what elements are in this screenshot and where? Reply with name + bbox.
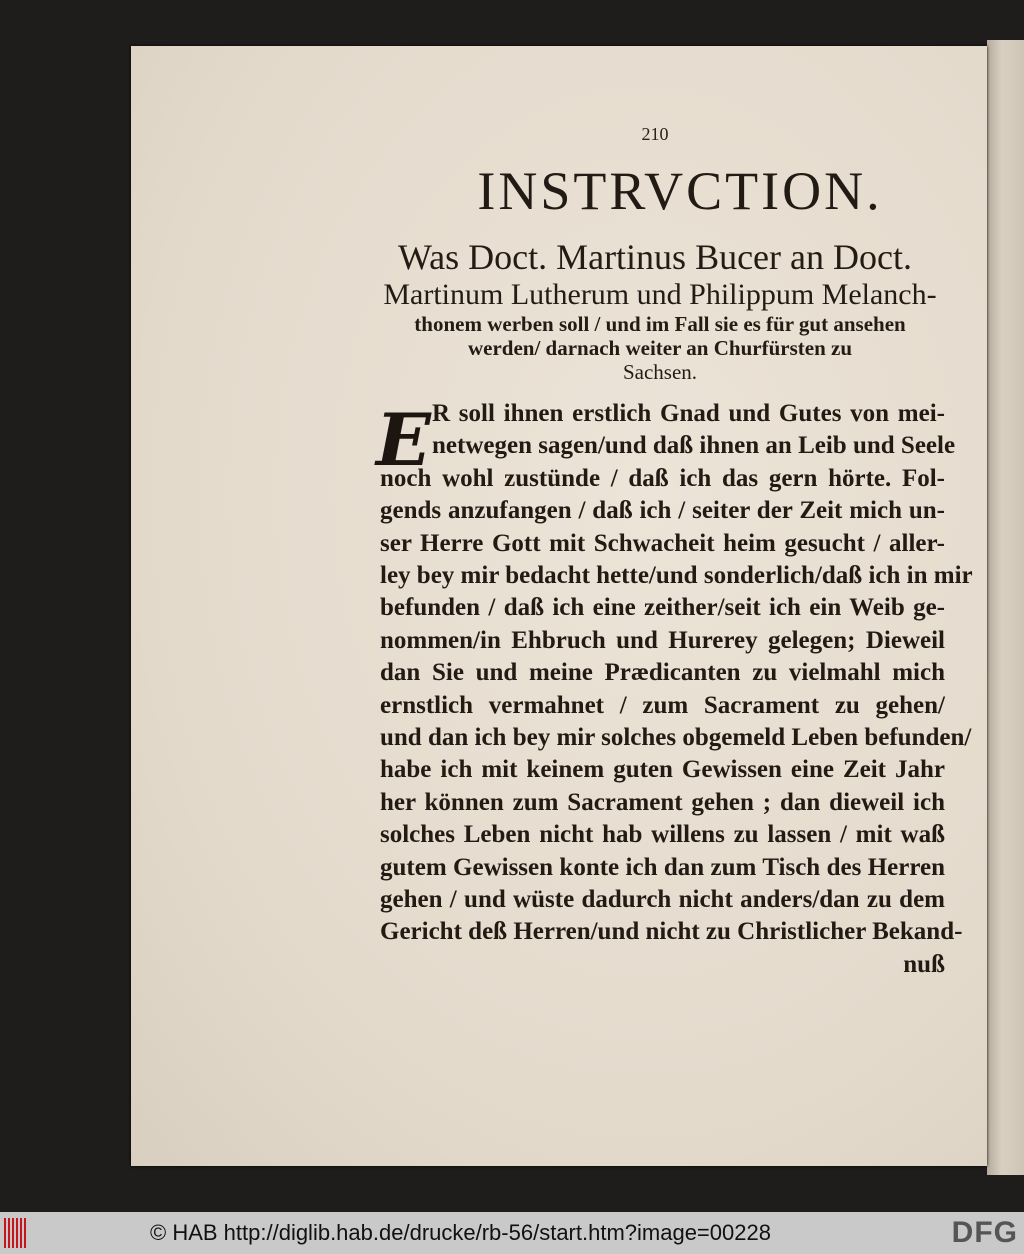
- next-page-edge: [987, 40, 1024, 1175]
- page-number: 210: [641, 124, 669, 144]
- page-title: INSTRVCTION.: [477, 161, 883, 221]
- body-line: ernstlich vermahnet / zum Sacrament zu gehen/: [380, 691, 945, 719]
- body-line: ley bey mir bedacht hette/und sonderlich/daß ich in mir: [380, 562, 973, 589]
- body-line: gehen / und wüste dadurch nicht anders/dan zu dem: [380, 886, 945, 913]
- body-line: nommen/in Ehbruch und Hurerey gelegen; Dieweil: [380, 626, 945, 654]
- body-line: Gericht deß Herren/und nicht zu Christlicher Bekand-: [380, 918, 963, 946]
- catchword: nuß: [903, 950, 945, 978]
- body-line: noch wohl zustünde / daß ich das gern hörte. Fol-: [380, 464, 945, 492]
- hab-logo-icon: [4, 1218, 26, 1248]
- footer-bar: [0, 1212, 1024, 1254]
- body-line: habe ich mit keinem guten Gewissen eine Zeit Jahr: [380, 756, 945, 784]
- body-line: gutem Gewissen konte ich dan zum Tisch des Herren: [380, 853, 945, 881]
- body-line: R soll ihnen erstlich Gnad und Gutes von mei-: [432, 400, 945, 427]
- body-line: dan Sie und meine Prædicanten zu vielmahl mich: [380, 659, 945, 687]
- body-line: gends anzufangen / daß ich / seiter der Zeit mich un-: [380, 497, 945, 525]
- subtitle-line: Sachsen.: [622, 360, 698, 384]
- body-line: befunden / daß ich eine zeither/seit ich ein Weib ge-: [380, 594, 945, 622]
- subtitle-line: Was Doct. Martinus Bucer an Doct.: [398, 237, 912, 277]
- body-line: her können zum Sacrament gehen ; dan dieweil ich: [380, 788, 945, 816]
- body-line: ser Herre Gott mit Schwacheit heim gesucht / aller-: [380, 529, 945, 557]
- subtitle-line: werden/ darnach weiter an Churfürsten zu: [467, 336, 852, 360]
- body-line: und dan ich bey mir solches obgemeld Leben befunden/: [380, 724, 972, 751]
- copyright-link[interactable]: © HAB http://diglib.hab.de/drucke/rb-56/start.htm?image=00228: [150, 1220, 771, 1245]
- drop-cap: E: [376, 397, 431, 482]
- body-line: netwegen sagen/und daß ihnen an Leib und Seele: [432, 432, 956, 460]
- subtitle-line: Martinum Lutherum und Philippum Melanch-: [383, 278, 937, 311]
- subtitle-line: thonem werben soll / und im Fall sie es für gut ansehen: [414, 312, 906, 336]
- body-line: solches Leben nicht hab willens zu lassen / mit waß: [380, 821, 945, 849]
- dfg-logo: DFG: [951, 1216, 1018, 1249]
